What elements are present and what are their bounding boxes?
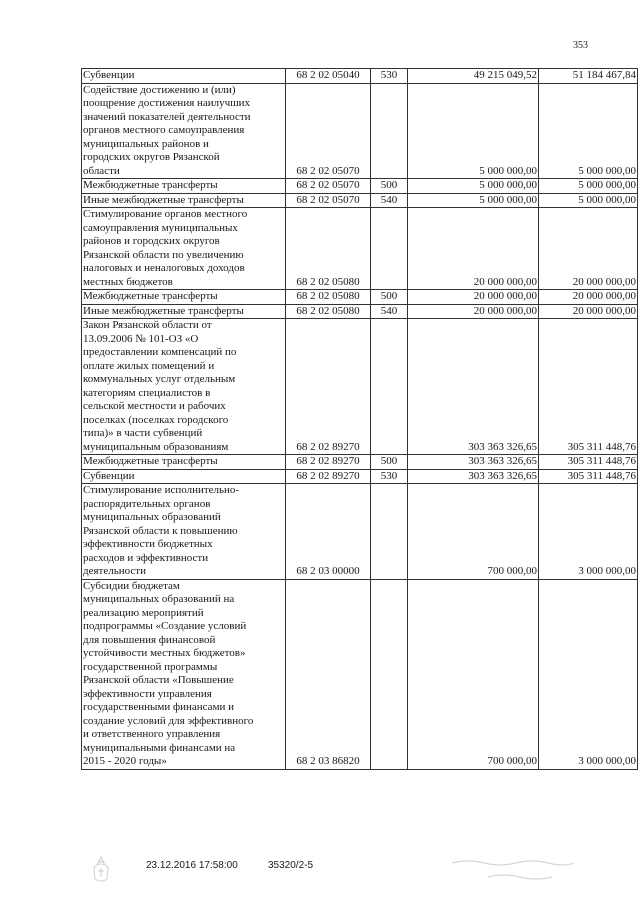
row-type-cell: 530	[371, 469, 408, 484]
row-type-cell	[371, 579, 408, 769]
row-sum-2017-cell: 49 215 049,52	[408, 69, 539, 84]
row-sum-2017-cell: 700 000,00	[408, 484, 539, 580]
row-code-cell: 68 2 02 05080	[286, 208, 371, 290]
row-code-cell: 68 2 02 05070	[286, 179, 371, 194]
row-sum-2018-cell: 20 000 000,00	[539, 304, 638, 319]
row-sum-2017-cell: 5 000 000,00	[408, 83, 539, 179]
row-name-cell: Содействие достижению и (или) поощрение достижения наилучших значений показателей деятельности органов местного самоуправления муниципальных районов и городских округов Рязанской области	[82, 83, 286, 179]
row-sum-2017-cell: 20 000 000,00	[408, 208, 539, 290]
table-row	[82, 290, 638, 305]
row-name-cell: Стимулирование исполнительно- распорядительных органов муниципальных образований Рязанской области к повышению эффективности бюджетных расходов и эффективности деятельности	[82, 484, 286, 580]
table-row	[82, 319, 638, 455]
row-type-cell: 530	[371, 69, 408, 84]
row-sum-2017-cell: 5 000 000,00	[408, 193, 539, 208]
row-type-cell	[371, 484, 408, 580]
row-code-cell: 68 2 02 89270	[286, 469, 371, 484]
row-code-cell: 68 2 02 05080	[286, 304, 371, 319]
row-name-cell: Субвенции	[82, 469, 286, 484]
table-row	[82, 179, 638, 194]
row-type-cell: 500	[371, 290, 408, 305]
row-sum-2017-cell: 303 363 326,65	[408, 319, 539, 455]
row-sum-2017-cell: 700 000,00	[408, 579, 539, 769]
row-sum-2018-cell: 3 000 000,00	[539, 579, 638, 769]
row-name-cell: Межбюджетные трансферты	[82, 179, 286, 194]
row-name-cell: Иные межбюджетные трансферты	[82, 304, 286, 319]
table-row	[82, 484, 638, 580]
row-type-cell	[371, 83, 408, 179]
row-type-cell: 540	[371, 304, 408, 319]
row-code-cell: 68 2 03 00000	[286, 484, 371, 580]
table-row	[82, 69, 638, 84]
row-code-cell: 68 2 02 05080	[286, 290, 371, 305]
row-sum-2018-cell: 51 184 467,84	[539, 69, 638, 84]
table-row	[82, 208, 638, 290]
row-code-cell: 68 2 03 86820	[286, 579, 371, 769]
row-name-cell: Закон Рязанской области от 13.09.2006 № 101-ОЗ «О предоставлении компенсаций по оплате жилых помещений и коммунальных услуг отдельным категориям специалистов в сельской местности и рабочих поселках (поселках городского типа)» в части субвенций муниципальным образованиям	[82, 319, 286, 455]
row-type-cell	[371, 208, 408, 290]
row-sum-2018-cell: 5 000 000,00	[539, 83, 638, 179]
page-number: 353	[573, 40, 588, 51]
row-name-cell: Межбюджетные трансферты	[82, 455, 286, 470]
table-row	[82, 455, 638, 470]
registration-stamp	[448, 855, 578, 887]
row-code-cell: 68 2 02 05070	[286, 193, 371, 208]
row-type-cell: 500	[371, 179, 408, 194]
table-body	[82, 69, 638, 770]
row-type-cell: 500	[371, 455, 408, 470]
table-row	[82, 83, 638, 179]
row-code-cell: 68 2 02 05040	[286, 69, 371, 84]
footer-datetime: 23.12.2016 17:58:00	[146, 860, 238, 871]
budget-table	[81, 68, 638, 770]
row-type-cell	[371, 319, 408, 455]
row-sum-2017-cell: 20 000 000,00	[408, 304, 539, 319]
row-code-cell: 68 2 02 89270	[286, 319, 371, 455]
row-name-cell: Иные межбюджетные трансферты	[82, 193, 286, 208]
row-sum-2018-cell: 20 000 000,00	[539, 208, 638, 290]
row-sum-2018-cell: 305 311 448,76	[539, 455, 638, 470]
table-row	[82, 193, 638, 208]
row-sum-2018-cell: 20 000 000,00	[539, 290, 638, 305]
row-name-cell: Стимулирование органов местного самоуправления муниципальных районов и городских округов Рязанской области по увеличению налоговых и неналоговых доходов местных бюджетов	[82, 208, 286, 290]
row-sum-2017-cell: 303 363 326,65	[408, 469, 539, 484]
table-row	[82, 469, 638, 484]
row-code-cell: 68 2 02 05070	[286, 83, 371, 179]
row-sum-2017-cell: 5 000 000,00	[408, 179, 539, 194]
row-sum-2018-cell: 5 000 000,00	[539, 193, 638, 208]
row-name-cell: Межбюджетные трансферты	[82, 290, 286, 305]
row-name-cell: Субсидии бюджетам муниципальных образований на реализацию мероприятий подпрограммы «Создание условий для повышения финансовой устойчивости местных бюджетов» государственной программы Рязанской области «Повышение эффективности управления государственными финансами и создание условий для эффективного и ответственного управления муниципальными финансами на 2015 - 2020 годы»	[82, 579, 286, 769]
row-sum-2018-cell: 3 000 000,00	[539, 484, 638, 580]
row-code-cell: 68 2 02 89270	[286, 455, 371, 470]
row-sum-2017-cell: 20 000 000,00	[408, 290, 539, 305]
row-name-cell: Субвенции	[82, 69, 286, 84]
row-sum-2018-cell: 305 311 448,76	[539, 319, 638, 455]
table-row	[82, 304, 638, 319]
row-sum-2018-cell: 5 000 000,00	[539, 179, 638, 194]
emblem-icon	[90, 855, 112, 885]
row-sum-2018-cell: 305 311 448,76	[539, 469, 638, 484]
row-sum-2017-cell: 303 363 326,65	[408, 455, 539, 470]
row-type-cell: 540	[371, 193, 408, 208]
table-row	[82, 579, 638, 769]
footer-doc-code: 35320/2-5	[268, 860, 314, 871]
